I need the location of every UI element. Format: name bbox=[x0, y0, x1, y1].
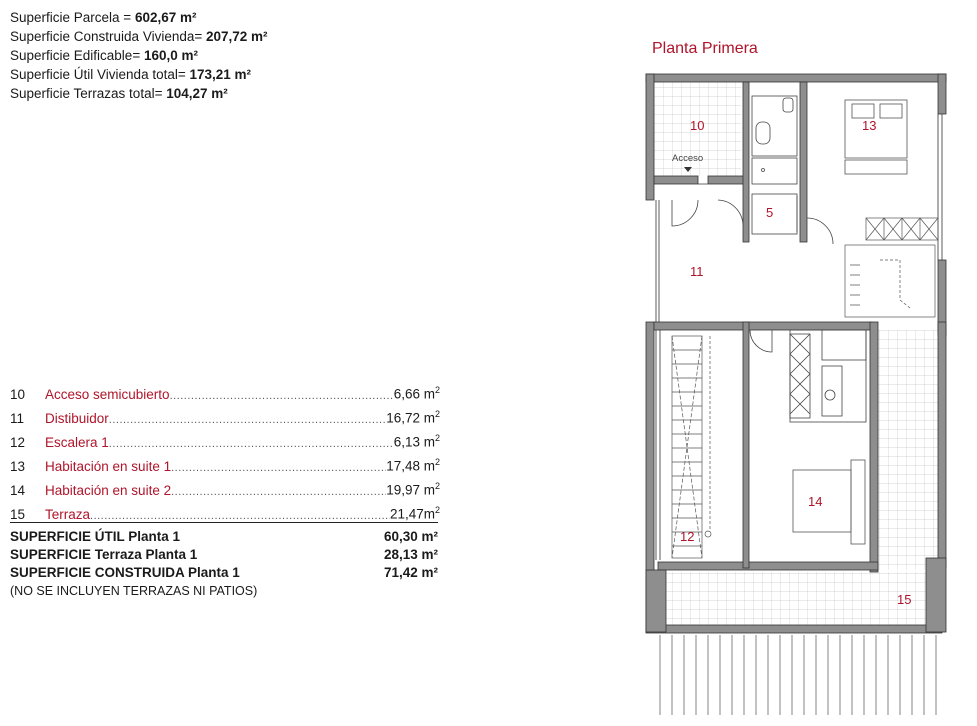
leader-dots bbox=[170, 387, 394, 406]
summary-row-terrazas bbox=[10, 84, 268, 103]
room-number: 12 bbox=[10, 434, 26, 450]
leader-dots bbox=[171, 459, 386, 478]
summary-value: 173,21 m² bbox=[189, 67, 252, 82]
area-exponent: 2 bbox=[434, 505, 440, 515]
summary-label: Superficie Edificable= bbox=[10, 48, 144, 63]
area-exponent: 2 bbox=[434, 409, 440, 419]
totals-divider bbox=[10, 522, 438, 523]
room-area-value: 16,72 m bbox=[386, 410, 435, 426]
room-area-value: 17,48 m bbox=[386, 458, 435, 474]
room-5-closet bbox=[752, 194, 797, 234]
room-row bbox=[10, 453, 440, 477]
room-area bbox=[394, 429, 440, 452]
total-row-terraza bbox=[10, 546, 438, 564]
room-number: 10 bbox=[10, 386, 26, 402]
room-name: Terraza bbox=[45, 506, 91, 522]
bathroom-2 bbox=[790, 330, 866, 422]
room-row bbox=[10, 429, 440, 453]
bathroom-1 bbox=[752, 96, 797, 184]
summary-row-parcela bbox=[10, 8, 268, 27]
room-15-label: 15 bbox=[897, 592, 912, 607]
leader-dots bbox=[171, 483, 386, 502]
area-exponent: 2 bbox=[434, 433, 440, 443]
room-area bbox=[386, 453, 440, 476]
summary-value: 602,67 m² bbox=[134, 10, 197, 25]
totals-note: (NO SE INCLUYEN TERRAZAS NI PATIOS) bbox=[10, 584, 258, 598]
summary-value: 207,72 m² bbox=[206, 29, 268, 44]
total-row-util bbox=[10, 528, 438, 546]
railing-south bbox=[660, 635, 936, 715]
summary-label: Superficie Útil Vivienda total= bbox=[10, 67, 190, 82]
room-area bbox=[386, 477, 440, 500]
total-value: 60,30 m² bbox=[383, 529, 438, 544]
total-value: 71,42 m² bbox=[383, 565, 438, 580]
stair-upper bbox=[845, 245, 935, 317]
floor-plan bbox=[600, 60, 960, 720]
area-exponent: 2 bbox=[434, 481, 440, 491]
room-13-label: 13 bbox=[862, 118, 877, 133]
summary-value: 104,27 m² bbox=[166, 86, 228, 101]
room-area bbox=[394, 381, 440, 404]
total-label: SUPERFICIE ÚTIL Planta 1 bbox=[10, 529, 181, 544]
room-area-value: 21,47m bbox=[389, 506, 435, 522]
room-12-label: 12 bbox=[680, 529, 695, 544]
room-11-label: 11 bbox=[690, 264, 704, 279]
summary-label: Superficie Parcela = bbox=[10, 10, 135, 25]
area-exponent: 2 bbox=[434, 457, 440, 467]
room-area-value: 6,66 m bbox=[393, 386, 435, 402]
total-value: 28,13 m² bbox=[383, 547, 438, 562]
room-15-floor bbox=[876, 330, 942, 570]
room-14-label: 14 bbox=[808, 494, 823, 509]
leader-dots bbox=[109, 435, 394, 454]
room-10-label: 10 bbox=[690, 118, 705, 133]
leader-dots bbox=[109, 411, 386, 430]
total-label: SUPERFICIE CONSTRUIDA Planta 1 bbox=[10, 565, 240, 580]
room-area-value: 19,97 m bbox=[386, 482, 435, 498]
summary-row-edificable bbox=[10, 46, 268, 65]
total-row-construida bbox=[10, 564, 438, 582]
bed-13 bbox=[845, 100, 907, 174]
wardrobe-13 bbox=[866, 218, 938, 240]
room-number: 13 bbox=[10, 458, 26, 474]
floor-title: Planta Primera bbox=[652, 40, 758, 57]
room-name: Escalera 1 bbox=[45, 434, 109, 450]
area-exponent: 2 bbox=[434, 385, 440, 395]
room-number: 14 bbox=[10, 482, 26, 498]
bed-14 bbox=[793, 460, 865, 544]
plot-summary bbox=[10, 8, 268, 103]
room-row bbox=[10, 381, 440, 405]
room-number: 15 bbox=[10, 506, 26, 522]
room-name: Distibuidor bbox=[45, 410, 109, 426]
room-name: Habitación en suite 1 bbox=[45, 458, 172, 474]
room-number: 11 bbox=[10, 410, 25, 426]
total-label: SUPERFICIE Terraza Planta 1 bbox=[10, 547, 198, 562]
summary-row-construida bbox=[10, 27, 268, 46]
floor-totals bbox=[10, 528, 438, 600]
room-area bbox=[386, 405, 440, 428]
summary-value: 160,0 m² bbox=[143, 48, 198, 63]
summary-label: Superficie Terrazas total= bbox=[10, 86, 167, 101]
room-5-label: 5 bbox=[766, 205, 774, 220]
room-area bbox=[390, 501, 440, 524]
room-area-value: 6,13 m bbox=[393, 434, 435, 450]
room-row bbox=[10, 405, 440, 429]
room-row bbox=[10, 477, 440, 501]
summary-label: Superficie Construida Vivienda= bbox=[10, 29, 206, 44]
acceso-label: Acceso bbox=[672, 153, 704, 164]
room-name: Acceso semicubierto bbox=[45, 386, 170, 402]
stair-12 bbox=[672, 336, 711, 558]
room-name: Habitación en suite 2 bbox=[45, 482, 172, 498]
room-schedule bbox=[10, 381, 440, 525]
summary-row-util bbox=[10, 65, 268, 84]
